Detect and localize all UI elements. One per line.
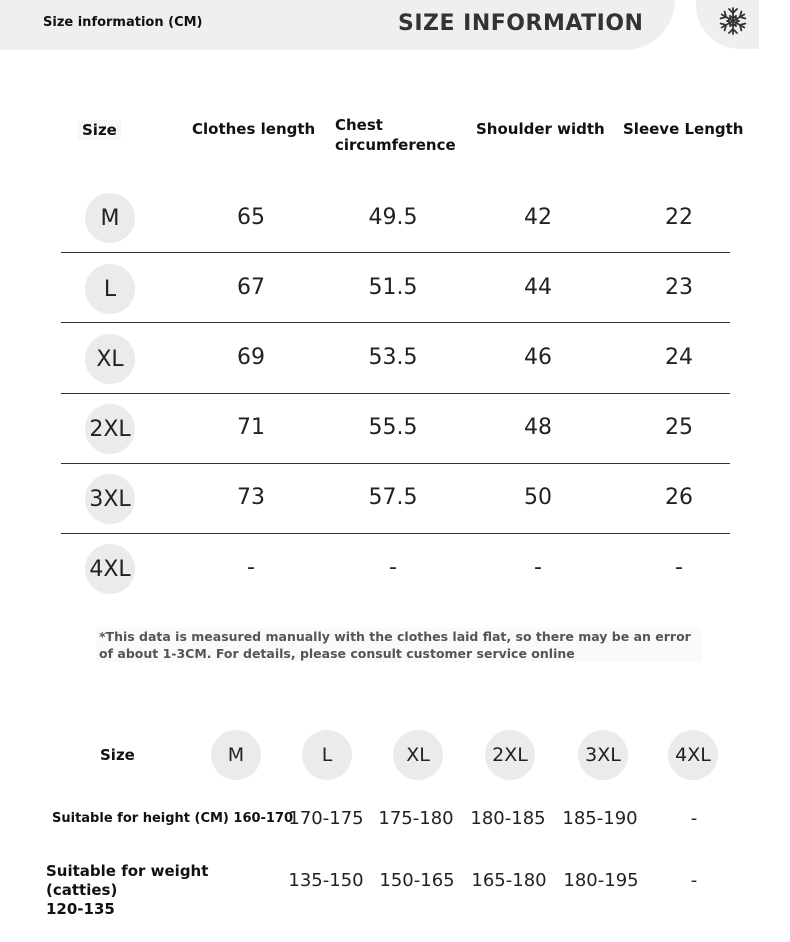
shoulder-value: 44 — [524, 275, 552, 300]
chest-value: 57.5 — [368, 485, 418, 510]
measurement-note: *This data is measured manually with the clothes laid flat, so there may be an error of about 1-3CM. For details, please consult customer service online — [96, 628, 702, 662]
header-subtitle: Size information (CM) — [43, 15, 203, 30]
row-divider — [61, 322, 730, 323]
shoulder-value: 50 — [524, 485, 552, 510]
weight-value: 180-195 — [563, 870, 639, 891]
shoulder-value: 46 — [524, 345, 552, 370]
col-header-chest — [335, 115, 465, 155]
snowflake-badge — [696, 0, 759, 49]
shoulder-value: 42 — [524, 205, 552, 230]
height-value: - — [690, 808, 698, 829]
chest-value: - — [389, 555, 397, 580]
col-header-size: Size — [78, 120, 121, 140]
row-divider — [61, 393, 730, 394]
height-value: 180-185 — [470, 808, 546, 829]
chest-value: 49.5 — [368, 205, 418, 230]
snowflake-icon — [718, 6, 748, 36]
row-divider — [61, 252, 730, 253]
fit-size-label: Size — [100, 746, 135, 764]
height-value: 185-190 — [562, 808, 638, 829]
clothes-length-value: 67 — [237, 275, 265, 300]
clothes-length-value: 71 — [237, 415, 265, 440]
weight-value: 150-165 — [379, 870, 455, 891]
fit-size-badge: XL — [393, 730, 443, 780]
size-badge: XL — [85, 334, 135, 384]
fit-size-badge: L — [302, 730, 352, 780]
shoulder-value: - — [534, 555, 542, 580]
size-badge: 4XL — [85, 544, 135, 594]
weight-row-label-line1: Suitable for weight (catties) — [46, 862, 209, 899]
sleeve-value: 26 — [665, 485, 693, 510]
col-header-chest-line1: Chest — [335, 116, 383, 134]
weight-value: 135-150 — [288, 870, 364, 891]
fit-size-badge: 3XL — [578, 730, 628, 780]
chest-value: 55.5 — [368, 415, 418, 440]
sleeve-value: 25 — [665, 415, 693, 440]
height-value: 175-180 — [378, 808, 454, 829]
sleeve-value: 22 — [665, 205, 693, 230]
height-value: 170-175 — [288, 808, 364, 829]
sleeve-value: 24 — [665, 345, 693, 370]
weight-value: - — [690, 870, 698, 891]
col-header-clothes-length: Clothes length — [192, 120, 316, 138]
clothes-length-value: 69 — [237, 345, 265, 370]
fit-size-badge: 4XL — [668, 730, 718, 780]
sleeve-value: - — [675, 555, 683, 580]
col-header-shoulder: Shoulder width — [476, 120, 605, 138]
size-badge: 2XL — [85, 404, 135, 454]
sleeve-value: 23 — [665, 275, 693, 300]
col-header-sleeve: Sleeve Length — [623, 120, 744, 138]
clothes-length-value: - — [247, 555, 255, 580]
weight-row-label — [46, 862, 281, 919]
size-badge: 3XL — [85, 474, 135, 524]
chest-value: 53.5 — [368, 345, 418, 370]
size-badge: M — [85, 193, 135, 243]
shoulder-value: 48 — [524, 415, 552, 440]
clothes-length-value: 73 — [237, 485, 265, 510]
size-badge: L — [85, 264, 135, 314]
weight-value: 165-180 — [471, 870, 547, 891]
fit-size-badge: M — [211, 730, 261, 780]
weight-row-label-line2: 120-135 — [46, 900, 115, 918]
row-divider — [61, 533, 730, 534]
col-header-chest-line2: circumference — [335, 136, 456, 154]
row-divider — [61, 463, 730, 464]
height-row-label: Suitable for height (CM) 160-170 — [52, 811, 294, 826]
chest-value: 51.5 — [368, 275, 418, 300]
clothes-length-value: 65 — [237, 205, 265, 230]
page-title: SIZE INFORMATION — [398, 11, 644, 36]
fit-size-badge: 2XL — [485, 730, 535, 780]
